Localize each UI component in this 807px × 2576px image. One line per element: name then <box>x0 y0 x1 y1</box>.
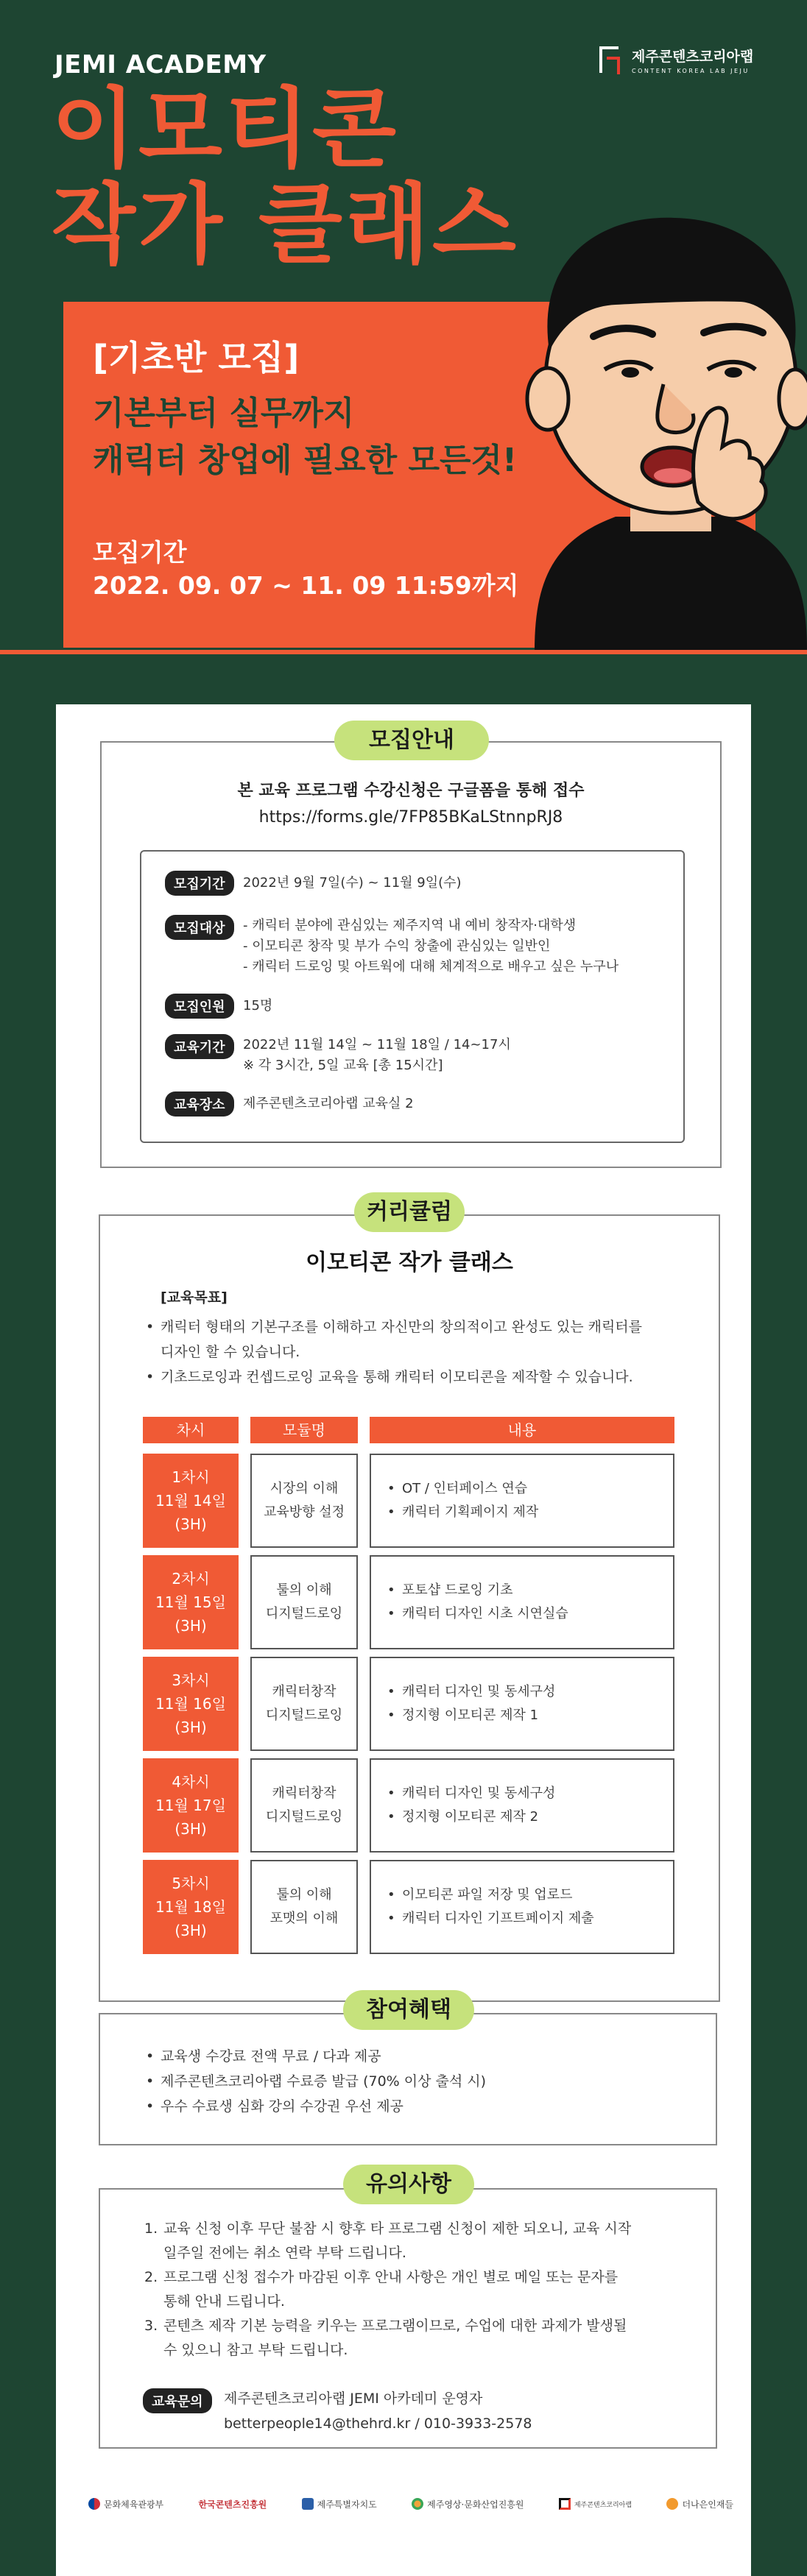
sponsor-name: 제주영상·문화산업진흥원 <box>427 2499 524 2510</box>
module-line-2: 교육방향 설정 <box>263 1504 345 1520</box>
sponsor-logo <box>666 2498 733 2510</box>
edu-period-row <box>165 1034 234 1059</box>
session-cell <box>143 1758 239 1853</box>
benefit-item: • 제주콘텐츠코리아랩 수료증 발급 (70% 이상 출석 시) <box>144 2069 486 2094</box>
session-number: 3차시 <box>172 1671 210 1689</box>
sponsor-logo <box>559 2498 632 2510</box>
content-item: • 정지형 이모티콘 제작 2 <box>387 1805 673 1829</box>
sponsor-logo <box>302 2498 377 2510</box>
module-line-2: 포맷의 이해 <box>269 1911 339 1926</box>
contact-name: 제주콘텐츠코리아랩 JEMI 아카데미 운영자 <box>224 2391 483 2407</box>
session-number: 5차시 <box>172 1875 210 1892</box>
curriculum-title: 이모티콘 작가 클래스 <box>306 1250 513 1275</box>
session-date: 11월 18일 <box>155 1898 226 1916</box>
hero-divider <box>0 650 807 654</box>
period-tag: 모집기간 <box>165 871 234 896</box>
content-cell <box>370 1454 674 1548</box>
module-cell <box>250 1454 358 1548</box>
session-date: 11월 17일 <box>155 1797 226 1814</box>
period-label: 모집기간 <box>93 538 187 567</box>
content-item: • 캐릭터 기획페이지 제작 <box>387 1501 673 1524</box>
module-line-2: 디지털드로잉 <box>265 1708 343 1723</box>
sponsor-logo <box>88 2498 163 2510</box>
notes-list <box>144 2217 674 2363</box>
target-row <box>165 915 234 940</box>
contact-email-phone[interactable]: betterpeople14@thehrd.kr / 010-3933-2578 <box>224 2416 532 2432</box>
place-row <box>165 1091 234 1117</box>
content-cell <box>370 1758 674 1853</box>
content-item: • 캐릭터 디자인 및 동세구성 <box>387 1782 673 1805</box>
period-text: 2022년 9월 7일(수) ~ 11월 9일(수) <box>243 875 462 891</box>
period-value: 2022. 09. 07 ~ 11. 09 11:59까지 <box>93 571 519 600</box>
note-item <box>144 2314 674 2363</box>
session-number: 2차시 <box>172 1570 210 1588</box>
goal-item-1-line-2: 디자인 할 수 있습니다. <box>161 1344 300 1360</box>
target-tag: 모집대상 <box>165 915 234 940</box>
target-line-2: - 이모티콘 창작 및 부가 수익 창출에 관심있는 일반인 <box>243 938 551 954</box>
goal-label: [교육목표] <box>161 1289 228 1306</box>
module-cell <box>250 1758 358 1853</box>
goal-item <box>144 1314 689 1365</box>
benefit-item: • 우수 수료생 심화 강의 수강권 우선 제공 <box>144 2094 486 2119</box>
place-tag: 교육장소 <box>165 1091 234 1117</box>
column-header-session: 차시 <box>143 1417 239 1443</box>
note-line: 통해 안내 드립니다. <box>163 2293 285 2310</box>
content-cell <box>370 1657 674 1751</box>
session-hours: (3H) <box>175 1719 207 1736</box>
module-cell <box>250 1657 358 1751</box>
target-line-1: - 캐릭터 분야에 관심있는 제주지역 내 예비 창작자·대학생 <box>243 918 577 933</box>
sponsor-logos <box>88 2489 733 2519</box>
sponsor-logo <box>199 2498 267 2510</box>
benefits-heading: 참여혜택 <box>343 1990 474 2030</box>
sponsor-name: 한국콘텐츠진흥원 <box>198 2499 267 2510</box>
module-cell <box>250 1555 358 1649</box>
page-title <box>52 78 520 275</box>
session-hours: (3H) <box>175 1820 207 1838</box>
content-item: • 캐릭터 디자인 기프트페이지 제출 <box>387 1907 673 1931</box>
count-row <box>165 994 234 1019</box>
sponsor-name: 문화체육관광부 <box>104 2499 164 2510</box>
session-date: 11월 16일 <box>155 1695 226 1713</box>
recruit-label: [기초반 모집] <box>93 338 300 378</box>
session-hours: (3H) <box>175 1922 207 1939</box>
content-item: • 이모티콘 파일 저장 및 업로드 <box>387 1883 673 1907</box>
note-number: 2. <box>144 2269 158 2285</box>
jeju-mark-icon <box>302 2498 314 2510</box>
recruitment-intro: 본 교육 프로그램 수강신청은 구글폼을 통해 접수 <box>237 782 585 800</box>
hero-banner <box>0 0 807 651</box>
session-date: 11월 15일 <box>155 1593 226 1611</box>
contact-row <box>143 2388 212 2413</box>
content-item: • 정지형 이모티콘 제작 1 <box>387 1704 673 1727</box>
session-hours: (3H) <box>175 1617 207 1635</box>
session-date: 11월 14일 <box>155 1492 226 1510</box>
logo-name: 제주콘텐츠코리아랩 <box>632 49 754 65</box>
module-line-2: 디지털드로잉 <box>265 1809 343 1825</box>
goal-list <box>144 1314 689 1390</box>
slogan-line-1: 기본부터 실무까지 <box>93 394 355 432</box>
column-header-module: 모듈명 <box>250 1417 358 1443</box>
content-cell <box>370 1860 674 1954</box>
note-number: 3. <box>144 2318 158 2334</box>
logo-mark-icon <box>596 46 624 74</box>
module-line-1: 캐릭터창작 <box>272 1684 336 1699</box>
note-line: 프로그램 신청 접수가 마감된 이후 안내 사항은 개인 별로 메일 또는 문자를 <box>163 2269 619 2285</box>
application-link[interactable]: https://forms.gle/7FP85BKaLStnnpRJ8 <box>258 808 563 827</box>
notes-heading: 유의사항 <box>343 2165 474 2204</box>
target-text <box>243 916 619 977</box>
contact-info <box>224 2386 532 2436</box>
sponsor-name: 제주콘텐츠코리아랩 <box>574 2501 632 2509</box>
module-line-1: 툴의 이해 <box>276 1887 332 1903</box>
place-text: 제주콘텐츠코리아랩 교육실 2 <box>243 1096 414 1111</box>
note-number: 1. <box>144 2221 158 2237</box>
session-cell <box>143 1555 239 1649</box>
note-item <box>144 2217 674 2265</box>
goal-item: • 기초드로잉과 컨셉드로잉 교육을 통해 캐릭터 이모티콘을 제작할 수 있습니다. <box>144 1365 689 1390</box>
target-line-3: - 캐릭터 드로잉 및 아트웍에 대해 체계적으로 배우고 싶은 누구나 <box>243 959 619 974</box>
module-cell <box>250 1860 358 1954</box>
title-line-2: 작가 클래스 <box>52 174 520 275</box>
module-line-1: 시장의 이해 <box>269 1481 339 1496</box>
content-item: • 캐릭터 디자인 및 동세구성 <box>387 1680 673 1704</box>
note-line: 일주일 전에는 취소 연락 부탁 드립니다. <box>163 2245 406 2261</box>
cartoon-character-illustration <box>505 193 807 651</box>
session-number: 1차시 <box>172 1468 210 1486</box>
module-line-1: 캐릭터창작 <box>272 1786 336 1801</box>
content-item: • OT / 인터페이스 연습 <box>387 1477 673 1501</box>
period-row <box>165 871 234 896</box>
module-line-1: 툴의 이해 <box>276 1582 332 1598</box>
note-item <box>144 2265 674 2314</box>
edu-period-line-1: 2022년 11월 14일 ~ 11월 18일 / 14~17시 <box>243 1037 511 1052</box>
module-line-2: 디지털드로잉 <box>265 1606 343 1621</box>
content-korea-lab-logo <box>596 46 753 74</box>
contact-tag: 교육문의 <box>143 2388 212 2413</box>
content-item: • 캐릭터 디자인 시초 시연실습 <box>387 1602 673 1626</box>
logo-subtitle: CONTENT KOREA LAB JEJU <box>632 68 750 74</box>
title-line-1: 이모티콘 <box>52 78 399 180</box>
count-tag: 모집인원 <box>165 994 234 1019</box>
note-line: 교육 신청 이후 무단 불참 시 향후 타 프로그램 신청이 제한 되오니, 교육 시작 <box>163 2221 632 2237</box>
session-cell <box>143 1860 239 1954</box>
academy-name: JEMI ACADEMY <box>54 50 267 79</box>
benefit-item: • 교육생 수강료 전액 무료 / 다과 제공 <box>144 2044 486 2069</box>
dots-icon <box>412 2498 423 2510</box>
note-line: 콘텐츠 제작 기본 능력을 키우는 프로그램이므로, 수업에 대한 과제가 발생될 <box>163 2318 627 2334</box>
sponsor-name: 더나은인재들 <box>682 2499 733 2510</box>
slogan <box>93 390 517 484</box>
sponsor-name: 제주특별자치도 <box>317 2499 377 2510</box>
edu-period-line-2: ※ 각 3시간, 5일 교육 [총 15시간] <box>243 1058 443 1073</box>
note-line: 수 있으니 참고 부탁 드립니다. <box>163 2342 348 2358</box>
edu-period-text <box>243 1035 511 1076</box>
goal-item-1-line-1: • 캐릭터 형태의 기본구조를 이해하고 자신만의 창의적이고 완성도 있는 캐릭터를 <box>161 1319 643 1335</box>
recruitment-heading: 모집안내 <box>334 721 489 760</box>
logo-mark-icon <box>559 2498 571 2510</box>
content-cell <box>370 1555 674 1649</box>
curriculum-heading: 커리큘럼 <box>354 1192 465 1232</box>
edu-period-tag: 교육기간 <box>165 1034 234 1059</box>
taegeuk-icon <box>88 2498 100 2510</box>
slogan-line-2: 캐릭터 창업에 필요한 모든것! <box>93 442 518 479</box>
circle-mark-icon <box>666 2498 678 2510</box>
session-number: 4차시 <box>172 1773 210 1791</box>
session-cell <box>143 1657 239 1751</box>
content-item: • 포토샵 드로잉 기초 <box>387 1579 673 1602</box>
benefits-list <box>144 2044 486 2119</box>
column-header-content: 내용 <box>370 1417 674 1443</box>
session-cell <box>143 1454 239 1548</box>
sponsor-logo <box>412 2498 524 2510</box>
count-text: 15명 <box>243 998 273 1013</box>
session-hours: (3H) <box>175 1515 207 1533</box>
